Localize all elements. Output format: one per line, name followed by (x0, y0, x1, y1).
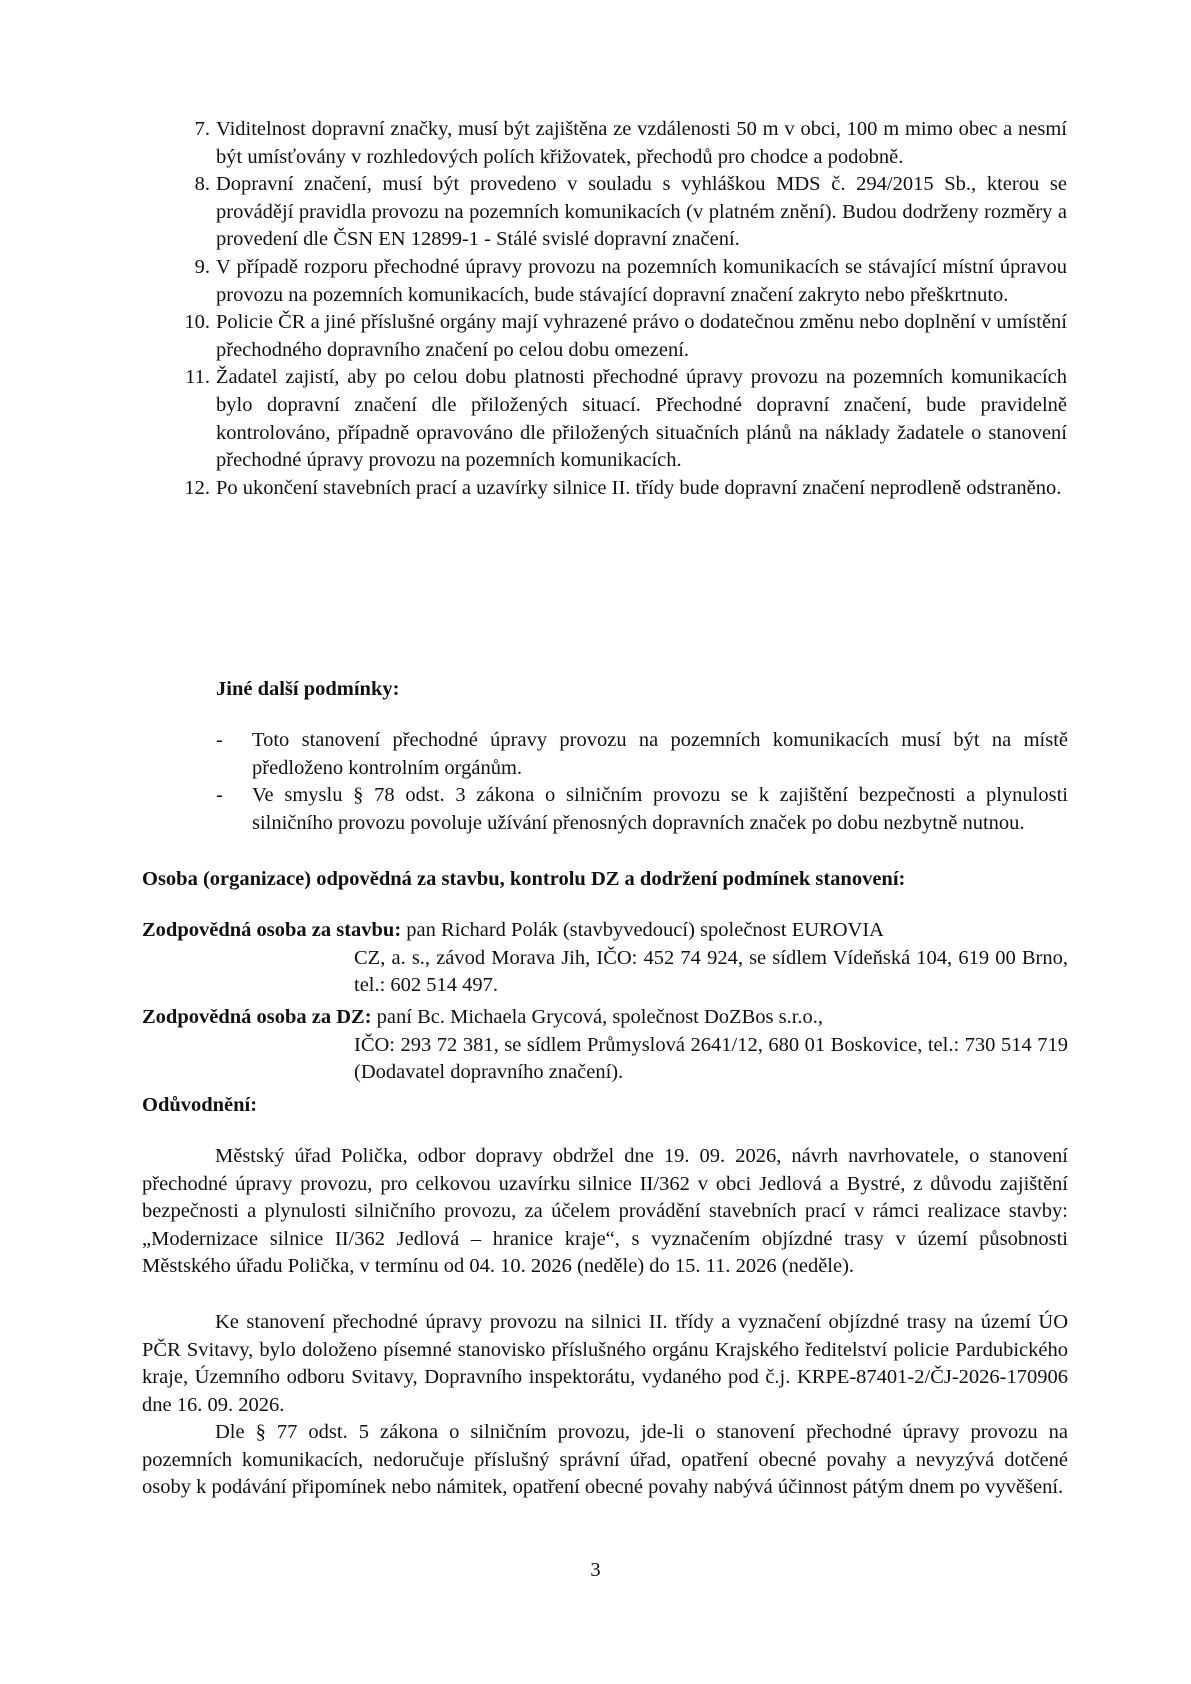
item-text: Dopravní značení, musí být provedeno v souladu s vyhláškou MDS č. 294/2015 Sb., kterou se provádějí pravidla provozu na pozemních komunikacích (v platném znění). Budou dodrženy rozměry a provedení dle ČSN EN 12899-1 - Stálé svislé dopravní značení. (216, 173, 1067, 251)
item-text: Policie ČR a jiné příslušné orgány mají vyhrazené právo o dodatečnou změnu nebo doplnění v umístění přechodného dopravního značení po celou dobu omezení. (216, 311, 1067, 361)
dash-marker: - (216, 784, 223, 807)
other-conditions-list (216, 727, 1068, 837)
construction-first-line (142, 917, 1068, 945)
justification-paragraph: Ke stanovení přechodné úpravy provozu na silnici II. třídy a vyznačení objízdné trasy na území ÚO PČR Svitavy, bylo doloženo písemné stanovisko příslušného orgánu Krajského ředitelství policie Pardubického kraje, Územního odboru Svitavy, Dopravního inspektorátu, vydaného pod č.j. KRPE-87401-2/ČJ-2026-170906 dne 16. 09. 2026. (142, 1311, 1068, 1416)
justification-paragraph: Dle § 77 odst. 5 zákona o silničním provozu, jde-li o stanovení přechodné úpravy provozu na pozemních komunikacích, nedoručuje příslušný správní úřad, opatření obecné povahy a nevyzývá dotčené osoby k podávání připomínek nebo námitek, opatření obecné povahy nabývá účinnost pátým dnem po vyvěšení. (142, 1421, 1068, 1499)
dz-person: paní Bc. Michaela Grycová, společnost DoZBos s.r.o., (371, 1006, 824, 1028)
dz-details: IČO: 293 72 381, se sídlem Průmyslová 2641/12, 680 01 Boskovice, tel.: 730 514 719 (Dodavatel dopravního značení). (354, 1033, 1068, 1084)
justification-heading: Odůvodnění: (142, 1094, 258, 1116)
responsible-persons-heading: Osoba (organizace) odpovědná za stavbu, kontrolu DZ a dodržení podmínek stanovení: (142, 868, 906, 890)
item-number: 9. (194, 255, 210, 278)
other-conditions-heading: Jiné další podmínky: (216, 678, 400, 700)
list-item (216, 727, 1068, 782)
item-text: Toto stanovení přechodné úpravy provozu na pozemních komunikacích musí být na místě předloženo kontrolním orgánům. (252, 729, 1068, 779)
list-item (216, 782, 1068, 837)
list-item (168, 364, 1068, 474)
item-number: 10. (184, 311, 210, 334)
item-text: Viditelnost dopravní značky, musí být zajištěna ze vzdálenosti 50 m v obci, 100 m mimo obec a nesmí být umísťovány v rozhledových polích křižovatek, přechodů pro chodce a podobně. (216, 118, 1067, 168)
item-number: 11. (185, 366, 210, 389)
construction-details: CZ, a. s., závod Morava Jih, IČO: 452 74 924, se sídlem Vídeňská 104, 619 00 Brno, tel.: 602 514 497. (354, 946, 1068, 997)
list-item (168, 475, 1068, 503)
dz-first-line (142, 1004, 1068, 1032)
construction-responsible (142, 917, 1068, 1000)
justification-paragraph: Městský úřad Polička, odbor dopravy obdržel dne 19. 09. 2026, návrh navrhovatele, o stanovení přechodné úpravy provozu, pro celkovou uzavírku silnice II/362 v obci Jedlová a Bystré, z důvodu zajištění bezpečnosti a plynulosti silničního provozu, za účelem provádění stavebních prací v rámci realizace stavby: „Modernizace silnice II/362 Jedlová – hranice kraje“, s vyznačením objízdné trasy v území působnosti Městského úřadu Polička, v termínu od 04. 10. 2026 (neděle) do 15. 11. 2026 (neděle). (142, 1145, 1068, 1278)
conditions-list (168, 116, 1068, 502)
list-item (168, 254, 1068, 309)
item-text: Ve smyslu § 78 odst. 3 zákona o silničním provozu se k zajištění bezpečnosti a plynulosti silničního provozu povoluje užívání přenosných dopravních značek po dobu nezbytně nutnou. (252, 784, 1068, 834)
item-text: Žadatel zajistí, aby po celou dobu platnosti přechodné úpravy provozu na pozemních komunikacích bylo dopravní značení dle přiložených situací. Přechodné dopravní značení, bude pravidelně kontrolováno, případně opravováno dle přiložených situačních plánů na náklady žadatele o stanovení přechodné úpravy provozu na pozemních komunikacích. (216, 366, 1067, 472)
dash-marker: - (216, 729, 223, 751)
item-number: 12. (184, 476, 210, 499)
item-text: Po ukončení stavebních prací a uzavírky silnice II. třídy bude dopravní značení neprodleně odstraněno. (216, 476, 1062, 499)
construction-label: Zodpovědná osoba za stavbu: (142, 919, 402, 941)
item-number: 7. (194, 118, 210, 140)
page-number: 3 (590, 1559, 601, 1581)
dz-responsible (142, 1004, 1068, 1087)
item-text: V případě rozporu přechodné úpravy provozu na pozemních komunikacích se stávající místní úpravou provozu na pozemních komunikacích, bude stávající dopravní značení zakryto nebo přeškrtnuto. (216, 255, 1067, 306)
item-number: 8. (194, 173, 210, 196)
list-item (168, 309, 1068, 364)
construction-person: pan Richard Polák (stavbyvedoucí) společnost EUROVIA (401, 919, 884, 941)
list-item (168, 116, 1068, 171)
dz-label: Zodpovědná osoba za DZ: (142, 1006, 372, 1028)
list-item (168, 171, 1068, 254)
